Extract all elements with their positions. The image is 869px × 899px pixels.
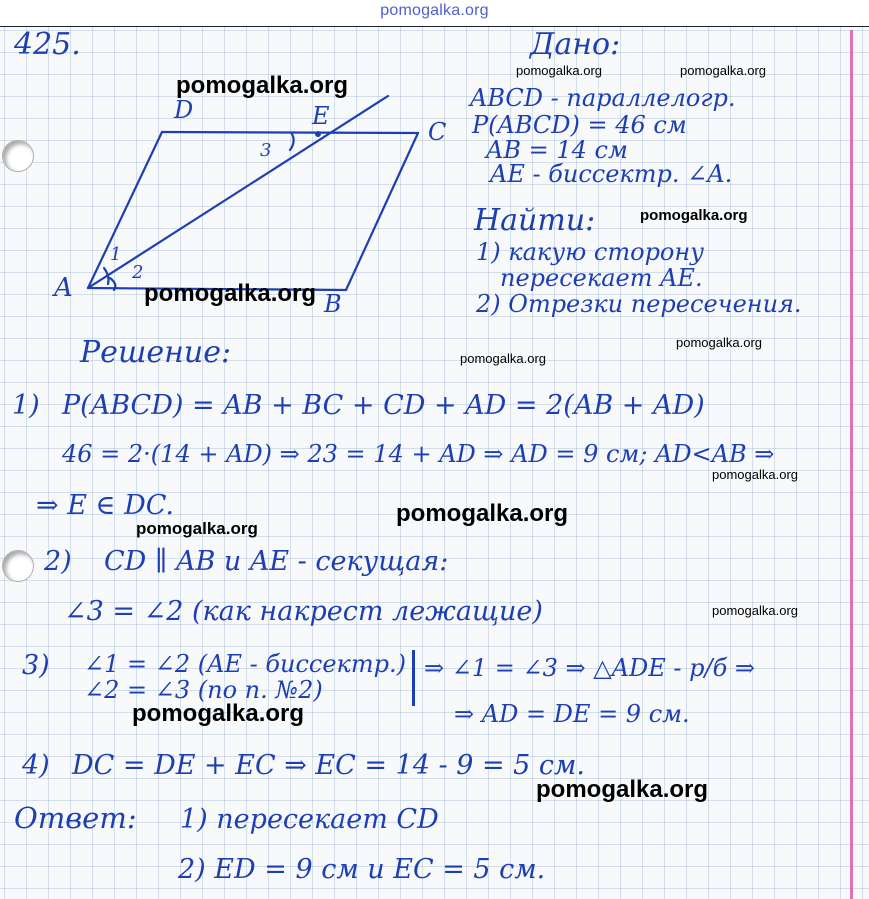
side-dc xyxy=(162,132,418,133)
watermark: pomogalka.org xyxy=(536,776,709,803)
answer-title: Ответ: xyxy=(14,801,137,835)
step2-line2: ∠3 = ∠2 (как накрест лежащие) xyxy=(64,596,543,627)
watermark-small: pomogalka.org xyxy=(460,351,546,366)
watermark-small: pomogalka.org xyxy=(676,335,762,350)
step1-line3: ⇒ E ∈ DC. xyxy=(36,490,174,521)
margin-line xyxy=(850,30,853,899)
given-line: ABCD - параллелогр. xyxy=(470,84,736,112)
label-c: C xyxy=(428,118,447,146)
step-number: 4) xyxy=(22,750,50,781)
step3-result1: ⇒ ∠1 = ∠3 ⇒ △ADE - р/б ⇒ xyxy=(424,654,755,682)
step3-line1: ∠1 = ∠2 (AE - биссектр.) xyxy=(84,650,406,678)
site-header[interactable]: pomogalka.org xyxy=(380,2,489,19)
step3-line2: ∠2 = ∠3 (по п. №2) xyxy=(84,676,323,704)
side-cb xyxy=(346,133,418,290)
watermark-small: pomogalka.org xyxy=(516,63,602,78)
given-line: AE - биссектр. ∠A. xyxy=(490,160,733,188)
given-line: AB = 14 см xyxy=(486,136,628,164)
given-line: P(ABCD) = 46 см xyxy=(472,111,687,139)
find-title: Найти: xyxy=(474,203,596,238)
step1-line1: P(ABCD) = AB + BC + CD + AD = 2(AB + AD) xyxy=(62,390,705,421)
step-number: 2) xyxy=(44,546,72,577)
binder-hole xyxy=(2,140,34,172)
label-b: B xyxy=(324,290,342,318)
step-number: 1) xyxy=(12,390,40,421)
step2-line1: CD ∥ AB и AE - секущая: xyxy=(104,546,449,577)
watermark-small: pomogalka.org xyxy=(640,207,748,224)
point-e xyxy=(315,131,321,137)
watermark: pomogalka.org xyxy=(396,500,569,527)
label-angle-2: 2 xyxy=(132,262,144,283)
find-line: пересекает AE. xyxy=(500,264,703,292)
step1-line2: 46 = 2·(14 + AD) ⇒ 23 = 14 + AD ⇒ AD = 9 см; AD<AB ⇒ xyxy=(62,440,775,468)
label-d: D xyxy=(174,96,194,124)
binder-hole xyxy=(2,550,34,582)
watermark: pomogalka.org xyxy=(176,72,349,99)
step4-line: DC = DE + EC ⇒ EC = 14 - 9 = 5 см. xyxy=(72,750,586,781)
label-angle-3: 3 xyxy=(260,140,272,161)
given-title: Дано: xyxy=(530,27,621,62)
find-line: 1) какую сторону xyxy=(476,238,705,266)
brace xyxy=(412,650,415,706)
label-angle-1: 1 xyxy=(110,244,122,265)
watermark: pomogalka.org xyxy=(144,280,317,307)
label-a: A xyxy=(54,273,73,303)
find-line: 2) Отрезки пересечения. xyxy=(476,290,802,318)
problem-number: 425. xyxy=(14,27,81,62)
watermark: pomogalka.org xyxy=(132,700,305,727)
answer-line: 2) ED = 9 см и EC = 5 см. xyxy=(178,854,546,885)
answer-line: 1) пересекает CD xyxy=(180,804,439,835)
step-number: 3) xyxy=(22,650,50,681)
step3-result2: ⇒ AD = DE = 9 см. xyxy=(454,700,690,728)
watermark-small: pomogalka.org xyxy=(680,63,766,78)
solution-title: Решение: xyxy=(80,335,232,370)
watermark-small: pomogalka.org xyxy=(712,603,798,618)
label-e: E xyxy=(312,102,330,130)
watermark-small: pomogalka.org xyxy=(712,467,798,482)
watermark-small: pomogalka.org xyxy=(136,519,258,538)
angle-arc-3 xyxy=(290,134,294,150)
